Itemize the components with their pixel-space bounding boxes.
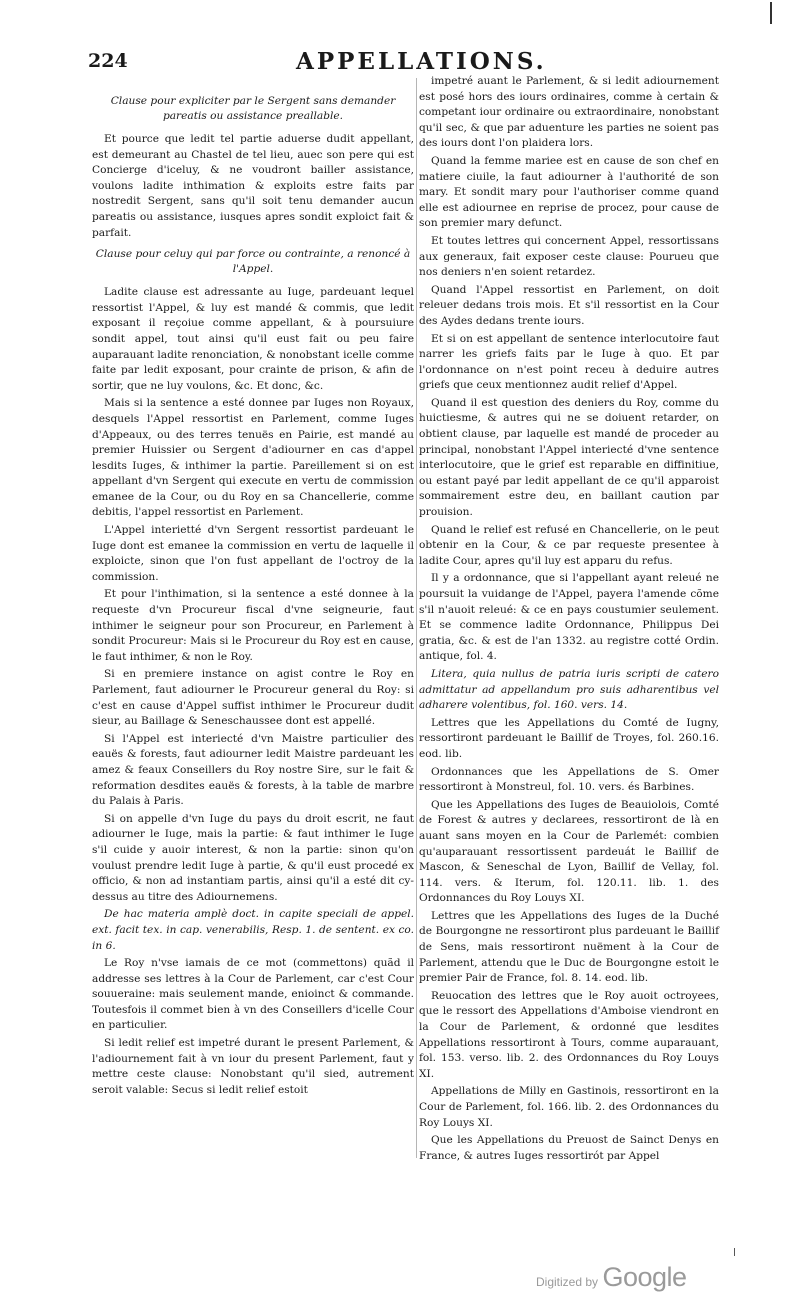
paragraph: Et pource que ledit tel partie aduerse dudit appellant, est demeurant au Chastel de tel lieu, auec son pere qui est Concierge d'iceluy, & ne voudront bailler assistance, voulons ladite inthimation & exploits estre faits par nostredit Sergent, sans qu'il soit tenu demander aucun pareatis ou assistance, iusques apres sondit exploict fait & parfait. [92, 133, 414, 239]
left-column [92, 88, 414, 1100]
right-column [419, 74, 719, 1166]
section-heading: Clause pour expliciter par le Sergent sans demander pareatis ou assistance preallable. [110, 95, 396, 122]
latin-citation: Litera, quia nullus de patria iuris scripti de catero admittatur ad appellandum pro suis adharentibus vel adharere volentibus, fol. 160. vers. 14. [419, 667, 719, 712]
paragraph: Mais si la sentence a esté donnee par Iuges non Royaux, desquels l'Appel ressortist en Parlement, comme Iuges d'Appeaux, ou des terres tenuës en Pairie, est mandé au premier Huissier ou Sergent d'adiourner en cas d'appel lesdits Iuges, & inthimer la partie. Pareillement si on est appellant d'vn Sergent qui execute en vertu de commission emanee de la Cour, ou du Roy en sa Chancellerie, comme debitis, l'appel ressortist en Parlement. [92, 397, 414, 519]
paragraph: Appellations de Milly en Gastinois, ressortiront en la Cour de Parlement, fol. 166. lib. 2. des Ordonnances du Roy Louys XI. [419, 1085, 719, 1129]
paragraph: Et pour l'inthimation, si la sentence a esté donnee à la requeste d'vn Procureur fiscal d'vne seigneurie, faut inthimer le seigneur pour son Procureur, en Parlement à sondit Procureur: Mais si le Procureur du Roy est en cause, le faut inthimer, & non le Roy. [92, 588, 414, 663]
watermark-prefix: Digitized by [536, 1275, 599, 1289]
paragraph: Si ledit relief est impetré durant le present Parlement, & l'adiournement fait à vn iour du present Parlement, faut y mettre ceste clause: Nonobstant qu'il sied, autrement seroit valable: Secus si ledit relief estoit [92, 1037, 414, 1096]
paragraph: Que les Appellations du Preuost de Sainct Denys en France, & autres Iuges ressortirót par Appel [419, 1134, 719, 1162]
paragraph: Quand il est question des deniers du Roy, comme du huictiesme, & autres qui ne se doiuent retarder, on obtient clause, par laquelle est mandé de proceder au principal, nonobstant l'Appel interiecté d'vne sentence interlocutoire, que le grief est reparable en diffinitiue, ou estant payé par ledit appellant de ce qu'il apparoist sommairement estre deu, en baillant caution par prouision. [419, 396, 719, 519]
paragraph: Si on appelle d'vn Iuge du pays du droit escrit, ne faut adiourner le Iuge, mais la partie: & faut inthimer le Iuge s'il cuide y auoir interest, & non la partie: sinon qu'on voulust prendre ledit Iuge à partie, & qu'il eust procedé ex officio, & non ad instantiam partis, ainsi qu'il a esté dit cy-dessus au titre des Adiournemens. [92, 812, 414, 903]
paragraph: Ladite clause est adressante au Iuge, pardeuant lequel ressortist l'Appel, & luy est mandé & commis, que ledit exposant il reçoiue comme appellant, & à poursuiure sondit appel, tout ainsi qu'il eust fait ou peu faire auparauant ladite renonciation, & nonobstant icelle comme faite par ledit exposant, pour crainte de prison, & afin de sortir, que ne luy voulons, &c. Et donc, &c. [92, 286, 414, 392]
paragraph: Lettres que les Appellations des Iuges de la Duché de Bourgongne ne ressortiront plus pardeuant le Baillif de Sens, mais ressortiront nuëment à la Cour de Parlement, attendu que le Duc de Bourgongne estoit le premier Pair de France, fol. 8. 14. eod. lib. [419, 909, 719, 985]
paragraph: Reuocation des lettres que le Roy auoit octroyees, que le ressort des Appellations d'Amboise viendront en la Cour de Parlement, & ordonné que lesdites Appellations ressortiront à Tours, comme auparauant, fol. 153. verso. lib. 2. des Ordonnances du Roy Louys XI. [419, 989, 719, 1080]
paragraph: Quand l'Appel ressortist en Parlement, on doit releuer dedans trois mois. Et s'il ressortist en la Cour des Aydes dedans trente iours. [419, 283, 719, 327]
gutter-rule [416, 78, 417, 1158]
paragraph: Lettres que les Appellations du Comté de Iugny, ressortiront pardeuant le Baillif de Troyes, fol. 260.16. eod. lib. [419, 716, 719, 760]
digitized-by-watermark [536, 1262, 687, 1293]
paragraph: Quand le relief est refusé en Chancellerie, on le peut obtenir en la Cour, & ce par requeste presentee à ladite Cour, apres qu'il luy est apparu du refus. [419, 523, 719, 567]
paragraph: L'Appel interietté d'vn Sergent ressortist pardeuant le Iuge dont est emanee la commission en vertu de laquelle il exploicte, sinon que l'on fust appellant de l'octroy de la commission. [92, 524, 414, 583]
paragraph: Et si on est appellant de sentence interlocutoire faut narrer les griefs faits par le Iuge à quo. Et par l'ordonnance on n'est point receu à deduire autres griefs que ceux mentionnez audit relief d'Appel. [419, 332, 719, 392]
paragraph: Il y a ordonnance, que si l'appellant ayant releué ne poursuit la vuidange de l'Appel, payera l'amende cõme s'il n'auoit releué: & ce en pays coustumier seulement. Et se commence ladite Ordonnance, Philippus Dei gratia, &c. & est de l'an 1332. au registre cotté Ordin. antique, fol. 4. [419, 572, 719, 663]
paragraph: Ordonnances que les Appellations de S. Omer ressortiront à Monstreul, fol. 10. vers. és Barbines. [419, 765, 719, 794]
running-head: APPELLATIONS. [296, 48, 547, 75]
section-heading: Clause pour celuy qui par force ou contrainte, a renoncé à l'Appel. [95, 248, 411, 275]
paragraph: impetré auant le Parlement, & si ledit adiournement est posé hors des iours ordinaires, comme à certain & competant iour ordinaire ou extraordinaire, nonobstant qu'il sec, & que par aduenture les parties ne soient pas des iours dont l'on plaidera lors. [419, 75, 719, 150]
paragraph: Si en premiere instance on agist contre le Roy en Parlement, faut adiourner le Procureur general du Roy: si c'est en cause d'Appel suffist inthimer le Procureur dudit sieur, au Baillage & Seneschaussee dont est appellé. [92, 668, 414, 728]
paragraph: Et toutes lettres qui concernent Appel, ressortissans aux generaux, fait exposer ceste clause: Pourueu que nos deniers n'en soient retardez. [419, 234, 719, 279]
edge-mark [770, 2, 772, 24]
page-number: 224 [88, 50, 128, 72]
paragraph: Que les Appellations des Iuges de Beauiolois, Comté de Forest & autres y declarees, ressortiront de là en auant sans moyen en la Cour de Parlemét: combien qu'auparauant ressortissent pardeuát le Baillif de Mascon, & Seneschal de Lyon, Baillif de Vellay, fol. 114. vers. & Iterum, fol. 120.11. lib. 1. des Ordonnances du Roy Louys XI. [419, 798, 719, 905]
paragraph: Le Roy n'vse iamais de ce mot (commettons) quãd il addresse ses lettres à la Cour de Parlement, car c'est Cour souueraine: mais seulement mande, enioinct & commande. Toutesfois il commet bien à vn des Conseillers d'icelle Cour en particulier. [92, 957, 414, 1032]
paragraph: Quand la femme mariee est en cause de son chef en matiere ciuile, la faut adiourner à l'authorité de son mary. Et sondit mary pour l'authoriser comme quand elle est adiournee en reprise de procez, pour cause de son premier mary defunct. [419, 154, 719, 230]
latin-citation: De hac materia amplè doct. in capite speciali de appel. ext. facit tex. in cap. venerabilis, Resp. 1. de sentent. ex co. in 6. [92, 908, 414, 952]
paragraph: Si l'Appel est interiecté d'vn Maistre particulier des eauës & forests, faut adiourner ledit Maistre pardeuant les amez & feaux Conseillers du Roy nostre Sire, sur le fait & reformation desdites eauës & forests, à la table de marbre du Palais à Paris. [92, 732, 414, 808]
edge-mark-small [734, 1248, 735, 1256]
google-logo: Google [602, 1262, 687, 1292]
